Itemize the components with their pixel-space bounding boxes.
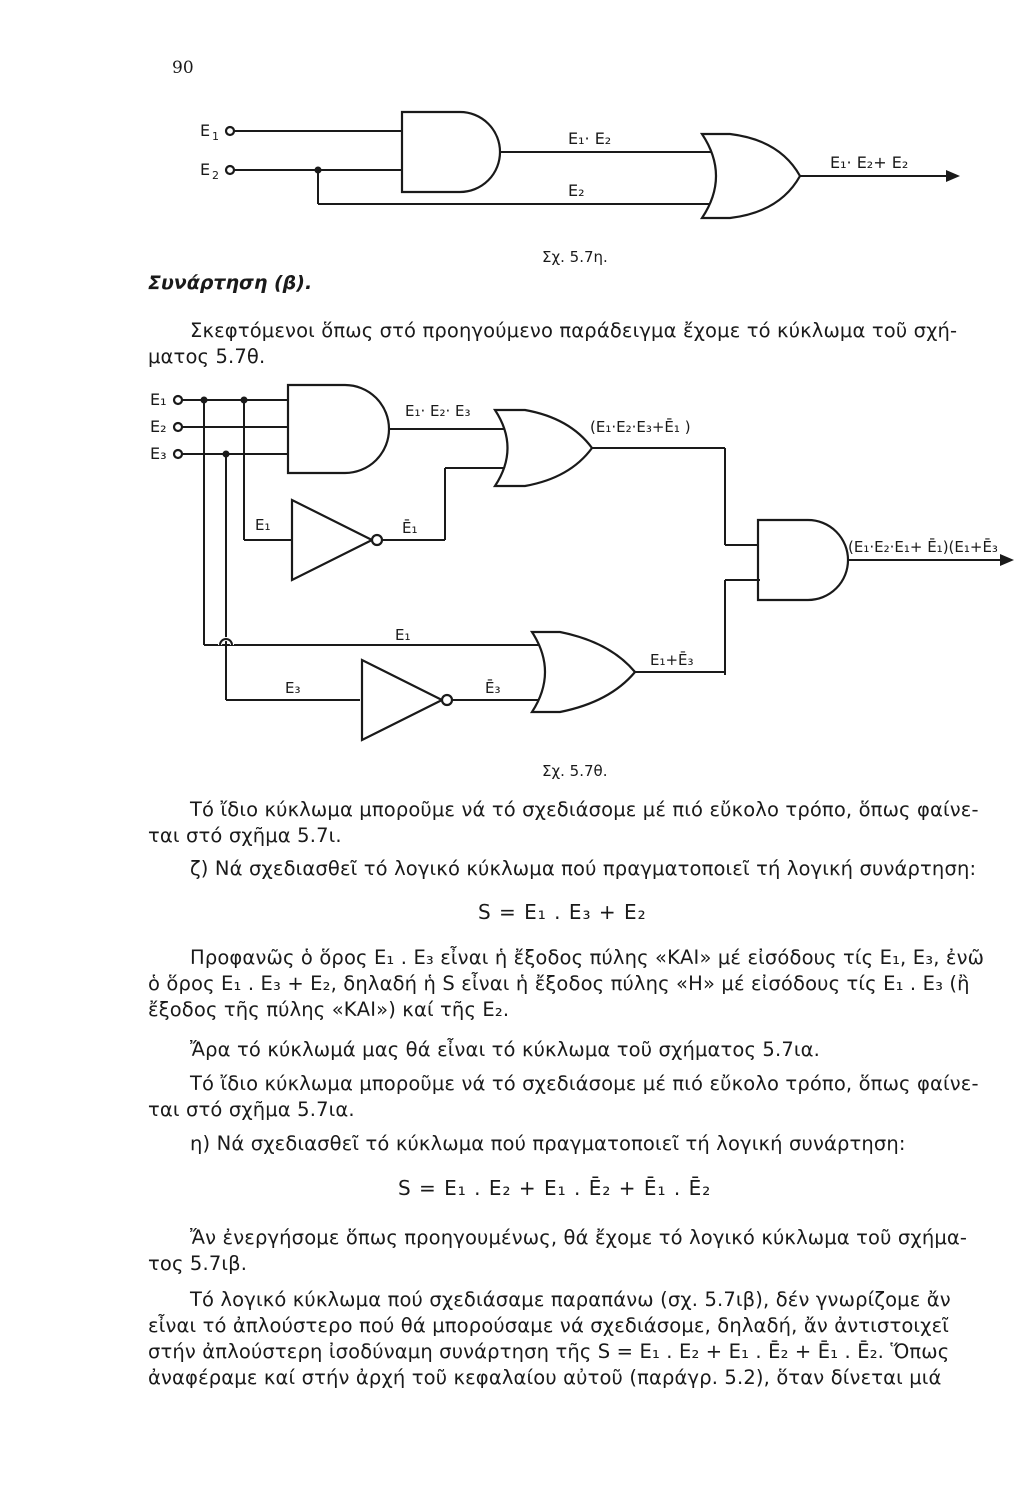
- input-terminal-e1: [226, 127, 234, 135]
- input-terminal-e1: [174, 396, 182, 404]
- label-and1-out: E₁· E₂· E₃: [405, 402, 471, 420]
- para6-line1: Τό ἴδιο κύκλωμα μποροῦμε νά τό σχεδιάσομε μέ πιό εὔκολο τρόπο, ὅπως φαίνε-: [190, 1072, 979, 1095]
- not-gate-2: [362, 660, 442, 740]
- para2-line1: Τό ἴδιο κύκλωμα μποροῦμε νά τό σχεδιάσομε μέ πιό εὔκολο τρόπο, ὅπως φαίνε-: [190, 798, 979, 821]
- and-gate: [402, 112, 500, 192]
- para8-line2: τος 5.7ιβ.: [148, 1252, 248, 1275]
- or-gate-1: [495, 410, 592, 486]
- label-or1-out: (E₁·E₂·E₃+Ē₁ ): [590, 418, 691, 436]
- and-gate-1: [288, 385, 389, 473]
- label-e1-sub: 1: [212, 130, 219, 143]
- label-or-out: E₁· E₂+ E₂: [830, 153, 909, 172]
- label-e2: E₂: [150, 417, 167, 436]
- not-gate-1-bubble: [372, 535, 382, 545]
- label-e3: E₃: [150, 444, 167, 463]
- input-terminal-e2: [226, 166, 234, 174]
- para2-line2: ται στό σχῆμα 5.7ι.: [148, 824, 342, 847]
- para4-line2: ὁ ὅρος E₁ . E₃ + E₂, δηλαδή ἡ S εἶναι ἡ ἔξοδος πύλης «H» μέ εἰσόδους τίς E₁ . E₃ (ἢ: [148, 972, 970, 995]
- not-gate-1: [292, 500, 372, 580]
- label-and2-out: (E₁·E₂·E₁+ Ē₁)(E₁+Ē₃: [848, 538, 998, 556]
- para9-line2: εἶναι τό ἀπλούστερο πού θά μπορούσαμε νά σχεδιάσομε, δηλαδή, ἄν ἀντιστοιχεῖ: [148, 1314, 950, 1337]
- or-gate: [702, 134, 800, 218]
- input-terminal-e3: [174, 450, 182, 458]
- para9-line3: στήν ἀπλούστερη ἰσοδύναμη συνάρτηση τῆς S = E₁ . E₂ + E₁ . Ē₂ + Ē₁ . Ē₂. Ὅπως: [148, 1340, 950, 1363]
- page-number: 90: [172, 58, 194, 78]
- para4-line1: Προφανῶς ὁ ὅρος E₁ . E₃ εἶναι ἡ ἔξοδος πύλης «ΚΑΙ» μέ εἰσόδους τίς E₁, E₃, ἐνῶ: [190, 946, 985, 969]
- figure-5-7theta: [140, 380, 1014, 765]
- or-gate-2: [532, 632, 635, 712]
- output-arrow: [946, 170, 960, 182]
- not-gate-2-bubble: [442, 695, 452, 705]
- and-gate-2: [758, 520, 848, 600]
- para9-line4: ἀναφέραμε καί στήν ἀρχή τοῦ κεφαλαίου αὐτοῦ (παράγρ. 5.2), ὅταν δίνεται μιά: [148, 1366, 942, 1389]
- label-and-out: E₁· E₂: [568, 129, 612, 148]
- input-terminal-e2: [174, 423, 182, 431]
- label-e2-sub: 2: [212, 169, 219, 182]
- para4-line3: ἔξοδος τῆς πύλης «ΚΑΙ») καί τῆς E₂.: [148, 998, 510, 1021]
- caption-fig-5-7theta: Σχ. 5.7θ.: [542, 762, 608, 780]
- label-e2: E: [200, 160, 211, 179]
- label-or2-in: E₁: [395, 626, 411, 644]
- figure-5-7eta: [170, 100, 970, 270]
- equation-2: S = E₁ . E₂ + E₁ . Ē₂ + Ē₁ . Ē₂: [398, 1176, 712, 1200]
- label-not1-out: Ē₁: [402, 519, 418, 537]
- label-e1: E₁: [150, 390, 167, 409]
- section-heading: Συνάρτηση (β).: [148, 272, 313, 294]
- output-arrow: [1000, 554, 1014, 566]
- equation-1: S = E₁ . E₃ + E₂: [478, 900, 647, 924]
- para1-line2: ματος 5.7θ.: [148, 345, 266, 368]
- para7: η) Νά σχεδιασθεῖ τό κύκλωμα πού πραγματοποιεῖ τή λογική συνάρτηση:: [190, 1132, 906, 1155]
- label-not1-in: E₁: [255, 516, 271, 534]
- para8-line1: Ἄν ἐνεργήσομε ὅπως προηγουμένως, θά ἔχομε τό λογικό κύκλωμα τοῦ σχήμα-: [190, 1226, 968, 1249]
- label-or2-out: E₁+Ē₃: [650, 651, 694, 669]
- label-not2-in: E₃: [285, 679, 301, 697]
- para1-line1: Σκεφτόμενοι ὅπως στό προηγούμενο παράδειγμα ἔχομε τό κύκλωμα τοῦ σχή-: [190, 319, 958, 342]
- label-not2-out: Ē₃: [485, 679, 501, 697]
- label-e1: E: [200, 121, 211, 140]
- label-wire-e2: E₂: [568, 181, 585, 200]
- para3: ζ) Νά σχεδιασθεῖ τό λογικό κύκλωμα πού πραγματοποιεῖ τή λογική συνάρτηση:: [190, 857, 977, 880]
- para5: Ἄρα τό κύκλωμά μας θά εἶναι τό κύκλωμα τοῦ σχήματος 5.7ια.: [190, 1038, 820, 1061]
- para6-line2: ται στό σχῆμα 5.7ια.: [148, 1098, 355, 1121]
- para9-line1: Τό λογικό κύκλωμα πού σχεδιάσαμε παραπάνω (σχ. 5.7ιβ), δέν γνωρίζομε ἄν: [190, 1288, 951, 1311]
- caption-fig-5-7eta: Σχ. 5.7η.: [542, 248, 608, 266]
